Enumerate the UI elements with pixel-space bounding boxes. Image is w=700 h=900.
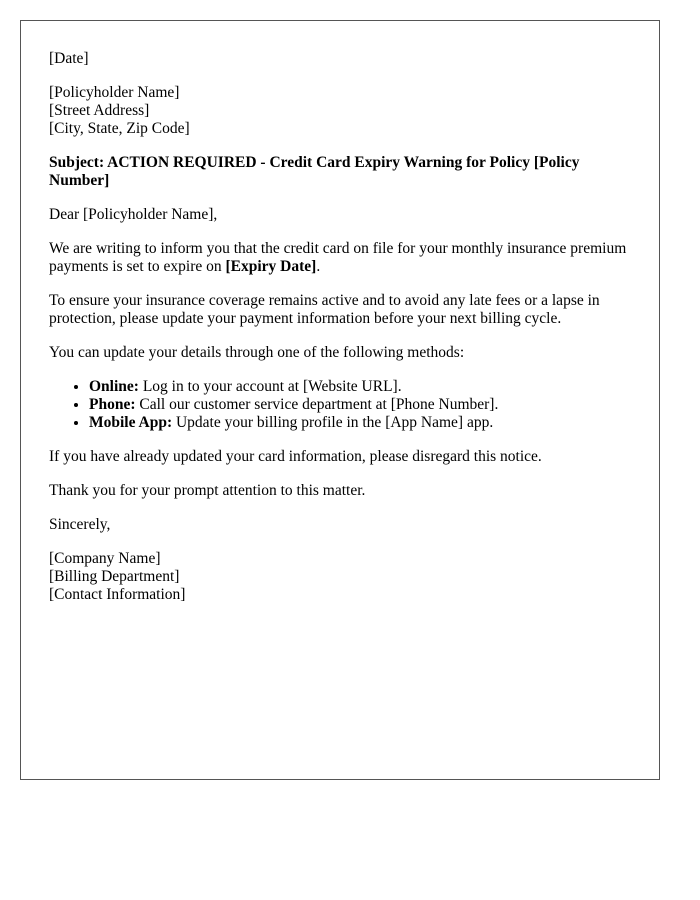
signature-company: [Company Name] <box>49 550 161 567</box>
recipient-name: [Policyholder Name] <box>49 84 180 101</box>
method-phone-text: Call our customer service department at [Phone Number]. <box>135 396 499 413</box>
paragraph-expiry-end: . <box>316 258 321 275</box>
paragraph-expiry-notice <box>49 240 631 276</box>
expiry-date: [Expiry Date] <box>225 258 317 275</box>
paragraph-update-request: To ensure your insurance coverage remains active and to avoid any late fees or a lapse in protection, please update your payment information before your next billing cycle. <box>49 292 600 327</box>
paragraph-methods-intro: You can update your details through one of the following methods: <box>49 344 465 361</box>
recipient-city: [City, State, Zip Code] <box>49 120 190 137</box>
method-phone <box>89 396 631 414</box>
salutation: Dear [Policyholder Name], <box>49 206 218 223</box>
update-methods-list <box>49 378 631 432</box>
paragraph-thanks: Thank you for your prompt attention to this matter. <box>49 482 366 499</box>
signature-block <box>49 550 631 604</box>
letter-page <box>20 20 660 780</box>
closing: Sincerely, <box>49 516 111 533</box>
signature-contact: [Contact Information] <box>49 586 186 603</box>
recipient-address <box>49 84 631 138</box>
method-phone-label: Phone: <box>89 396 136 413</box>
method-online-text: Log in to your account at [Website URL]. <box>138 378 402 395</box>
letter-date: [Date] <box>49 50 89 67</box>
method-online <box>89 378 631 396</box>
method-mobile-app-label: Mobile App: <box>89 414 173 431</box>
method-online-label: Online: <box>89 378 139 395</box>
method-mobile-app <box>89 414 631 432</box>
letter-subject: Subject: ACTION REQUIRED - Credit Card Expiry Warning for Policy [Policy Number] <box>49 154 580 189</box>
recipient-street: [Street Address] <box>49 102 150 119</box>
method-mobile-app-text: Update your billing profile in the [App Name] app. <box>172 414 494 431</box>
signature-department: [Billing Department] <box>49 568 180 585</box>
paragraph-disregard: If you have already updated your card information, please disregard this notice. <box>49 448 542 465</box>
paragraph-expiry-text: We are writing to inform you that the credit card on file for your monthly insurance premium payments is set to expire on <box>49 240 627 275</box>
